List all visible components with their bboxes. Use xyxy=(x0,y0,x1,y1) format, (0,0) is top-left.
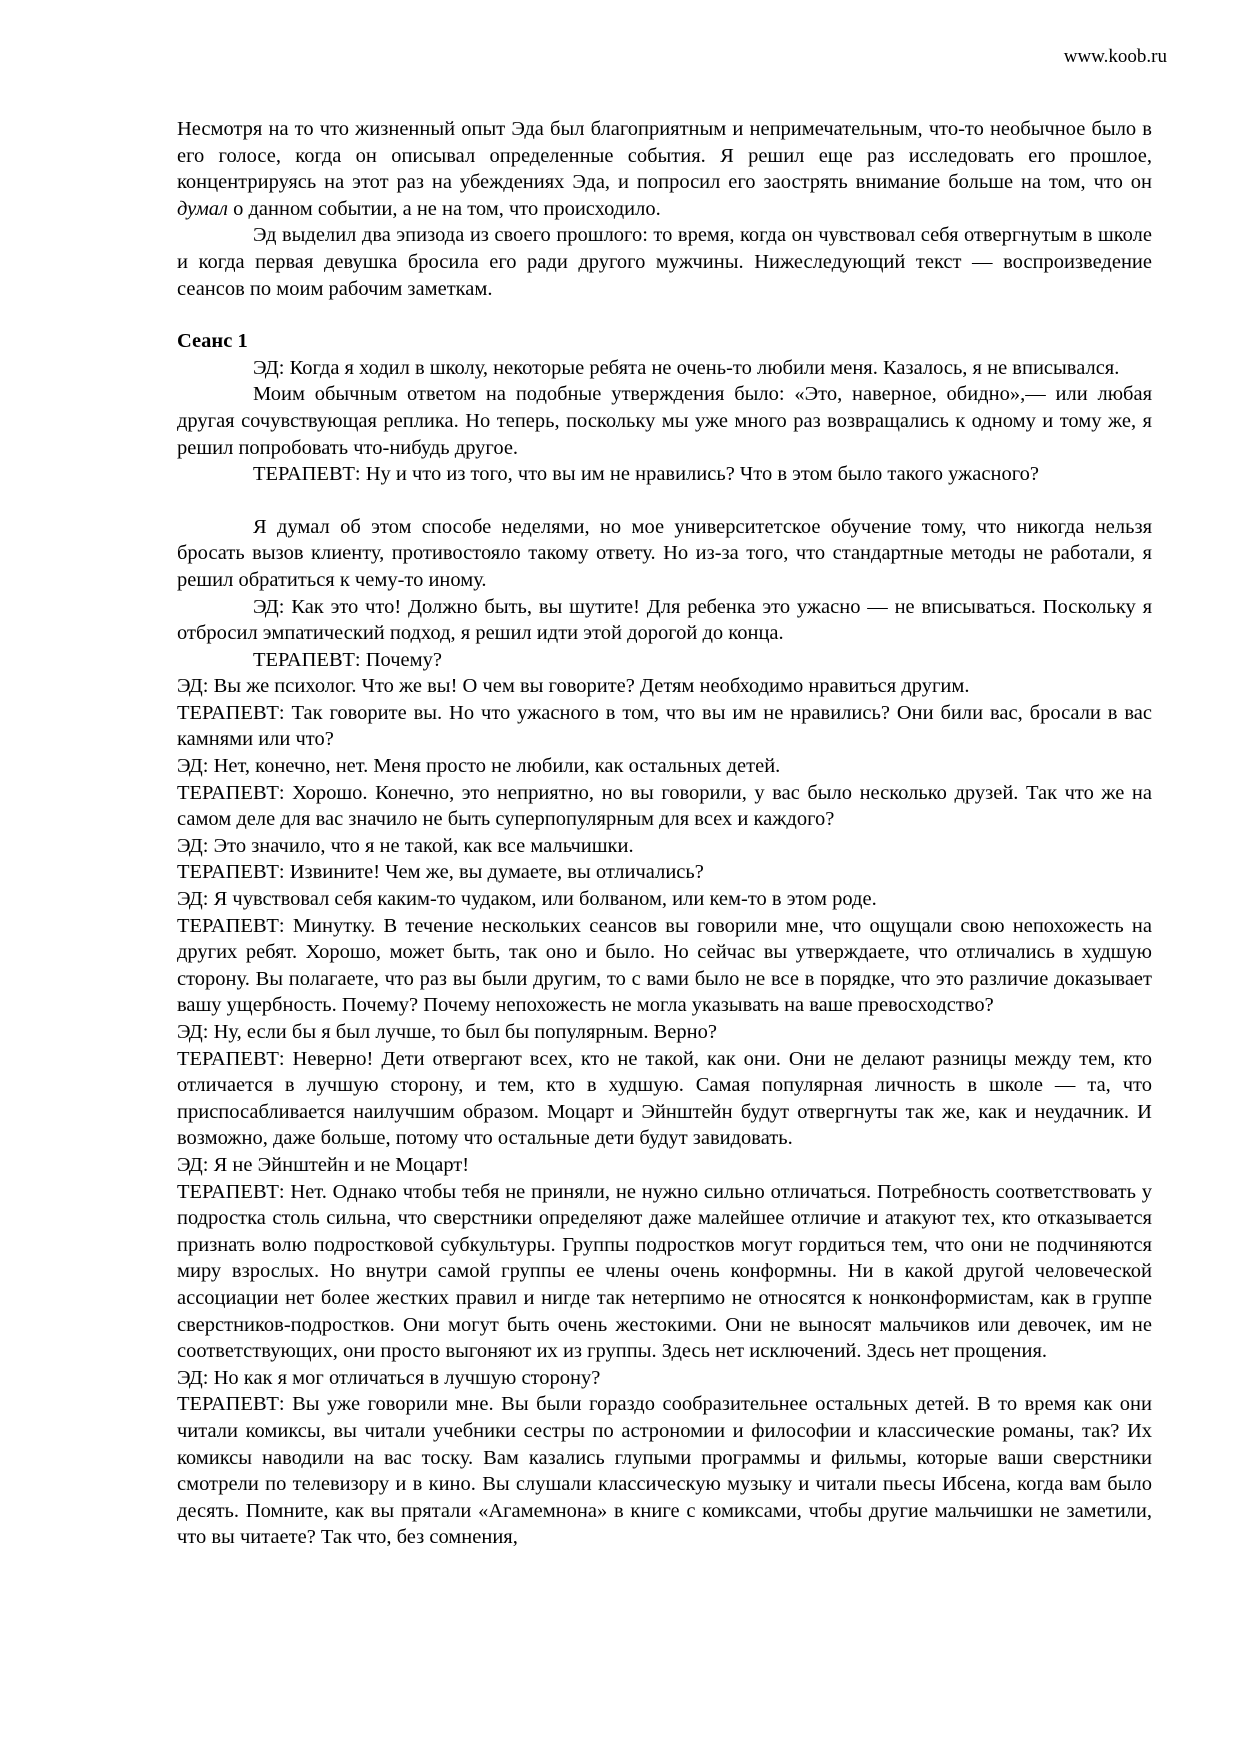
session-paragraph: ТЕРАПЕВТ: Неверно! Дети отвергают всех, кто не такой, как они. Они не делают разницы между тем, кто отличается в лучшую сторону, и тем, кто в худшую. Самая популярная личность в школе — та, что приспосабливается наилучшим образом. Моцарт и Эйнштейн будут отвергнуты так же, как и неудачник. И возможно, даже больше, потому что остальные дети будут завидовать. xyxy=(177,1047,1152,1150)
session-paragraph: ЭД: Как это что! Должно быть, вы шутите! Для ребенка это ужасно — не вписываться. Поскольку я отбросил эмпатический подход, я решил идти этой дорогой до конца. xyxy=(177,595,1152,645)
intro-paragraph-1-pre: Несмотря на то что жизненный опыт Эда был благоприятным и непримечательным, что-то необычное было в его голосе, когда он описывал определенные события. Я решил еще раз исследовать его прошлое, концентрируясь на этот раз на убеждениях Эда, и попросил его заострять внимание больше на том, что он xyxy=(177,118,1152,194)
session-paragraph: Я думал об этом способе неделями, но мое университетское обучение тому, что никогда нельзя бросать вызов клиенту, противостояло такому ответу. Но из-за того, что стандартные методы не работали, я решил обратиться к чему-то иному. xyxy=(177,515,1152,591)
session-paragraph: ТЕРАПЕВТ: Минутку. В течение нескольких сеансов вы говорили мне, что ощущали свою непохожесть на других ребят. Хорошо, может быть, так оно и было. Но сейчас вы утверждаете, что отличались в худшую сторону. Вы полагаете, что раз вы были другим, то с вами было не все в порядке, что это различие доказывает вашу ущербность. Почему? Почему непохожесть не могла указывать на ваше превосходство? xyxy=(177,914,1152,1017)
session-paragraph: ТЕРАПЕВТ: Хорошо. Конечно, это неприятно, но вы говорили, у вас было несколько друзей. Так что же на самом деле для вас значило не быть суперпопулярным для всех и каждого? xyxy=(177,781,1152,831)
session-paragraph: ЭД: Ну, если бы я был лучше, то был бы популярным. Верно? xyxy=(177,1021,717,1043)
intro-paragraph-1-post: о данном событии, а не на том, что происходило. xyxy=(227,197,661,220)
session-paragraph: ТЕРАПЕВТ: Почему? xyxy=(253,648,442,671)
session-paragraph: ЭД: Это значило, что я не такой, как все мальчишки. xyxy=(177,834,634,857)
session-paragraph: ЭД: Но как я мог отличаться в лучшую сторону? xyxy=(177,1366,601,1389)
session-heading: Сеанс 1 xyxy=(177,330,248,353)
session-paragraph: ЭД: Когда я ходил в школу, некоторые ребята не очень-то любили меня. Казалось, я не вписывался. xyxy=(253,356,1120,379)
intro-paragraph-2: Эд выделил два эпизода из своего прошлого: то время, когда он чувствовал себя отвергнутым в школе и когда первая девушка бросила его ради другого мужчины. Нижеследующий текст — воспроизведение сеансов по моим рабочим заметкам. xyxy=(177,224,1152,300)
session-paragraph: ЭД: Нет, конечно, нет. Меня просто не любили, как остальных детей. xyxy=(177,755,781,778)
session-paragraph: ЭД: Я чувствовал себя каким-то чудаком, или болваном, или кем-то в этом роде. xyxy=(177,888,877,911)
session-paragraph: ТЕРАПЕВТ: Вы уже говорили мне. Вы были гораздо сообразительнее остальных детей. В то время как они читали комиксы, вы читали учебники сестры по астрономии и философии и классические романы, так? Их комиксы наводили на вас тоску. Вам казались глупыми программы и фильмы, которые ваши сверстники смотрели по телевизору и в кино. Вы слушали классическую музыку и читали пьесы Ибсена, когда вам было десять. Помните, как вы прятали «Агамемнона» в книге с комиксами, чтобы другие мальчишки не заметили, что вы читаете? Так что, без сомнения, xyxy=(177,1393,1152,1549)
document-body xyxy=(177,116,1152,1551)
session-paragraph: ТЕРАПЕВТ: Извините! Чем же, вы думаете, вы отличались? xyxy=(177,861,704,884)
intro-paragraph-1-emphasis: думал xyxy=(177,197,228,220)
session-paragraph: ТЕРАПЕВТ: Нет. Однако чтобы тебя не приняли, не нужно сильно отличаться. Потребность соответствовать у подростка столь сильна, что сверстники определяют даже малейшее отличие и атакуют тех, кто отказывается признать волю подростковой субкультуры. Группы подростков могут гордиться тем, что они не подчиняются миру взрослых. Но внутри самой группы ее члены очень конформны. Ни в какой другой человеческой ассоциации нет более жестких правил и нигде так нетерпимо не относятся к нонконформистам, как в группе сверстников-подростков. Они могут быть очень жестокими. Они не выносят мальчиков или девочек, им не соответствующих, они просто выгоняют их из группы. Здесь нет исключений. Здесь нет прощения. xyxy=(177,1180,1152,1363)
intro-paragraph-1 xyxy=(177,116,1152,222)
session-paragraph: ЭД: Вы же психолог. Что же вы! О чем вы говорите? Детям необходимо нравиться другим. xyxy=(177,675,970,698)
session-paragraph: ТЕРАПЕВТ: Ну и что из того, что вы им не нравились? Что в этом было такого ужасного? xyxy=(253,463,1039,486)
session-paragraph: ЭД: Я не Эйнштейн и не Моцарт! xyxy=(177,1153,470,1176)
site-url-header: www.koob.ru xyxy=(1063,46,1167,67)
session-paragraph: ТЕРАПЕВТ: Так говорите вы. Но что ужасного в том, что вы им не нравились? Они били вас, бросали в вас камнями или что? xyxy=(177,701,1152,751)
session-paragraph: Моим обычным ответом на подобные утверждения было: «Это, наверное, обидно»,— или любая другая сочувствующая реплика. Но теперь, поскольку мы уже много раз возвращались к одному и тому же, я решил попробовать что-нибудь другое. xyxy=(177,383,1152,459)
